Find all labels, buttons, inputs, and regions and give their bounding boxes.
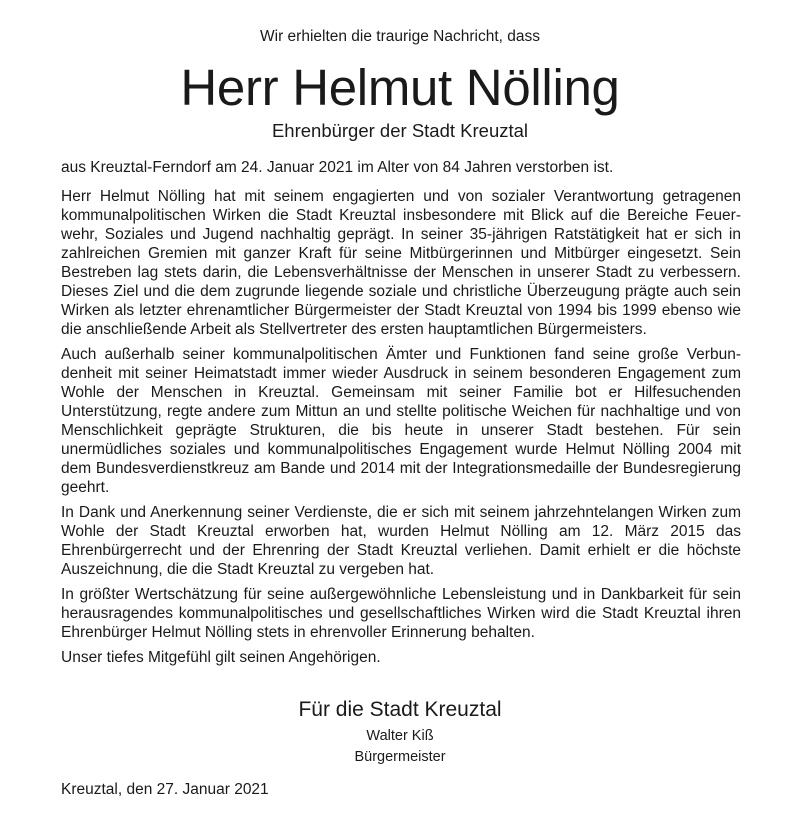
signature-organization: Für die Stadt Kreuztal <box>298 698 502 721</box>
honor-title: Ehrenbürger der Stadt Kreuztal <box>271 120 529 141</box>
signature-name: Walter Kiß <box>366 728 434 744</box>
death-line: aus Kreuztal-Ferndorf am 24. Januar 2021 im Alter von 84 Jahren verstorben ist. <box>61 159 614 176</box>
body-paragraph: In größter Wertschätzung für seine außergewöhnliche Lebensleistung und in Dankbarkeit für sein herausragendes kommunalpolitisches und gesellschaftliches Wirken wird die Stadt Kreuztal ihren Ehrenbürger Helmut Nölling stets in ehrenvoller Erinnerung behalten. <box>61 586 741 641</box>
body-paragraph: Herr Helmut Nölling hat mit seinem engagierten und von sozialer Verantwortung getragenen kommunalpolitischen Wirken die Stadt Kreuztal insbesondere mit Blick auf die Bereiche Feuerwehr, Soziales und Jugend nachhaltig geprägt. In seiner 35-jährigen Ratstätigkeit hat er sich in zahlreichen Gremien mit ganzer Kraft für seine Mitbürgerinnen und Mitbürger eingesetzt. Sein Bestreben lag stets darin, die Lebensverhältnisse der Menschen in unserer Stadt zu verbessern. Dieses Ziel und die dem zugrunde liegende soziale und christliche Überzeugung prägte auch sein Wirken als letzter ehrenamtlicher Bürgermeister der Stadt Kreuztal von 1994 bis 1999 ebenso wie die anschließende Arbeit als Stellvertreter des ersten hauptamtlichen Bürgermeisters. <box>61 188 741 338</box>
signature-title: Bürgermeister <box>354 749 446 765</box>
body-paragraph: Auch außerhalb seiner kommunalpolitischen Ämter und Funktionen fand seine große Verbundenheit mit seiner Heimatstadt immer wieder Ausdruck in seinem besonderen Engagement zum Wohle der Menschen in Kreuztal. Gemeinsam mit seiner Familie bot er Hilfesuchenden Unterstützung, regte andere zum Mittun an und stellte politische Weichen für nachhaltige und von Menschlichkeit geprägte Strukturen, die bis heute in unserer Stadt bestehen. Für sein unermüdliches soziales und kommunalpolitisches Engagement wurde Helmut Nölling 2004 mit dem Bundesverdienstkreuz am Bande und 2014 mit der Integrationsmedaille der Bundesregierung geehrt. <box>61 346 741 496</box>
body-paragraph: In Dank und Anerkennung seiner Verdienste, die er sich mit seinem jahrzehntelangen Wirken zum Wohle der Stadt Kreuztal erworben hat, wurden Helmut Nölling am 12. März 2015 das Ehrenbürgerrecht und der Ehrenring der Stadt Kreuztal verliehen. Damit erhielt er die höchste Auszeichnung, die die Stadt Kreuztal zu vergeben hat. <box>61 504 741 578</box>
place-date: Kreuztal, den 27. Januar 2021 <box>61 781 269 798</box>
notice-body <box>61 187 741 673</box>
body-paragraph: Unser tiefes Mitgefühl gilt seinen Angehörigen. <box>61 649 381 666</box>
intro-line: Wir erhielten die traurige Nachricht, dass <box>260 28 540 45</box>
deceased-name: Herr Helmut Nölling <box>180 59 620 116</box>
